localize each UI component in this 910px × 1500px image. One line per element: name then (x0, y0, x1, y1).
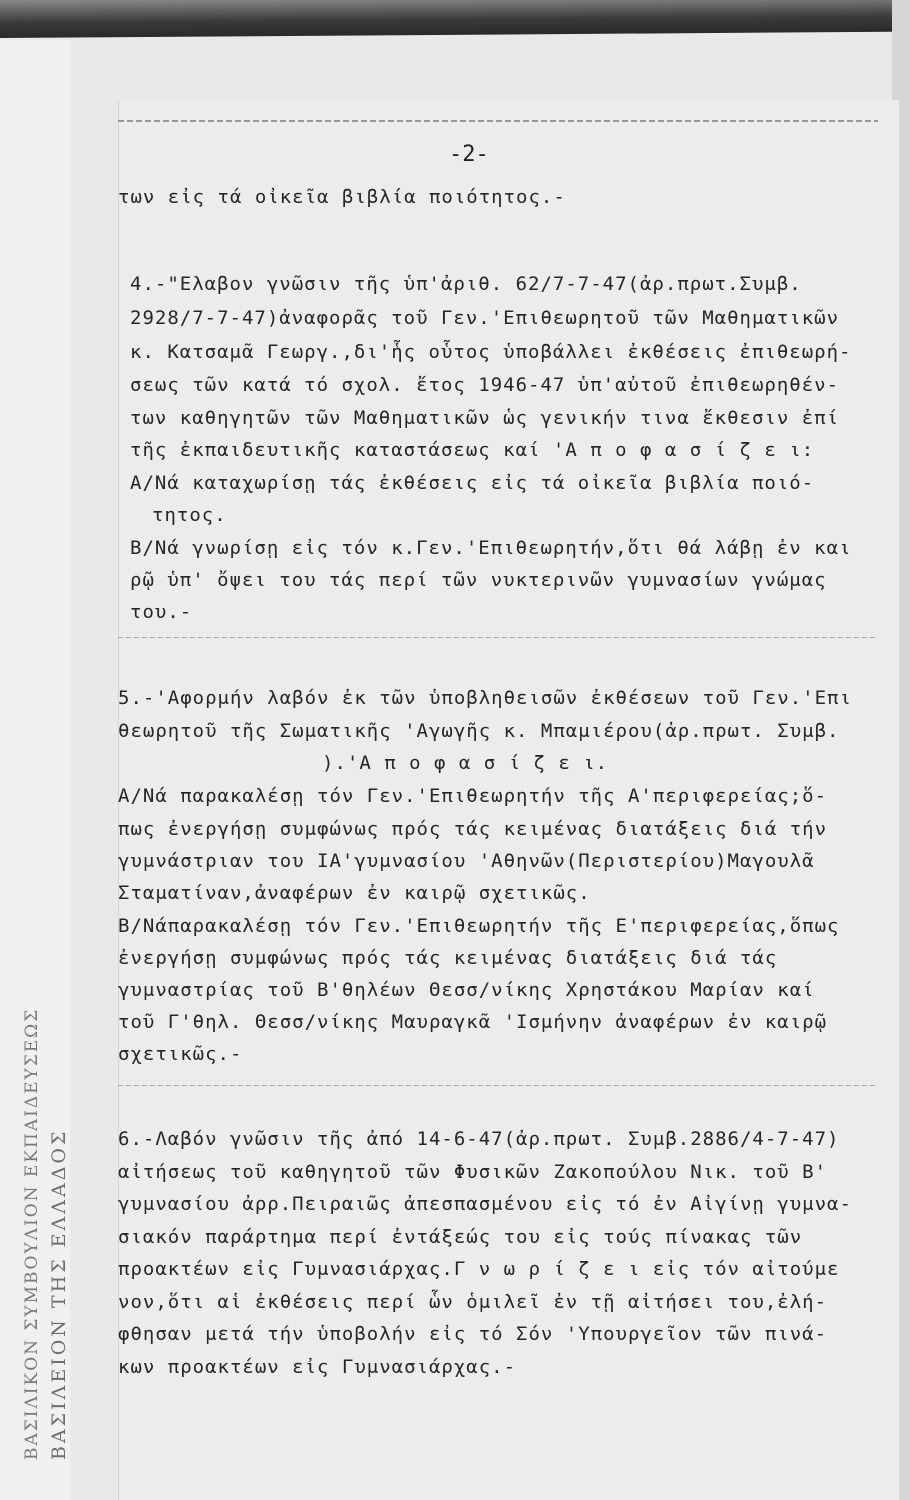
body-line: κ. Κατσαμᾶ Γεωργ.,δι'ἧς οὗτος ὑποβάλλει ἐκθέσεις ἐπιθεωρή- (130, 341, 852, 363)
body-line: 6.-Λαβόν γνῶσιν τῆς ἀπό 14-6-47(ἀρ.πρωτ. Συμβ.2886/4-7-47) (118, 1128, 840, 1150)
body-line: Σταματίναν,ἀναφέρων ἐν καιρῷ σχετικῶς. (118, 882, 591, 904)
body-line: γυμναστρίας τοῦ Β'θηλέων Θεσσ/νίκης Χρηστάκου Μαρίαν καί (118, 979, 815, 1001)
body-line: 5.-'Αφορμήν λαβόν ἐκ τῶν ὑποβληθεισῶν ἐκθέσεων τοῦ Γεν.'Επι (118, 687, 852, 709)
body-line: σιακόν παράρτημα περί ἐντάξεώς του εἰς τούς πίνακας τῶν (118, 1226, 803, 1248)
section-divider (118, 637, 878, 638)
scan-top-edge (0, 0, 892, 38)
side-margin-text-2: ΒΑΣΙΛΕΙΟΝ ΤΗΣ ΕΛΛΑΔΟΣ (48, 1128, 70, 1460)
side-margin-text: ΒΑΣΙΛΙΚΟΝ ΣΥΜΒΟΥΛΙΟΝ ΕΚΠΑΙΔΕΥΣΕΩΣ (22, 1007, 42, 1460)
body-line: γυμνάστριαν του ΙΑ'γυμνασίου 'Αθηνῶν(Περιστερίου)Μαγουλᾶ (118, 850, 815, 872)
body-line: νον,ὅτι αἱ ἐκθέσεις περί ὧν ὁμιλεῖ ἐν τῇ αἰτήσει του,ἐλή- (118, 1291, 828, 1313)
body-line: Α/Νά καταχωρίσῃ τάς ἐκθέσεις εἰς τά οἰκεῖα βιβλία ποιό- (130, 472, 815, 494)
body-line: τητος. (152, 504, 227, 526)
body-line: προακτέων εἰς Γυμνασιάρχας.Γ ν ω ρ ί ζ ε ι εἰς τόν αἰτούμε (118, 1258, 840, 1280)
body-line: Α/Νά παρακαλέσῃ τόν Γεν.'Επιθεωρητήν τῆς Α'περιφερείας;ὅ- (118, 785, 828, 807)
section-divider (118, 1085, 878, 1086)
body-line: ρῷ ὑπ' ὄψει του τάς περί τῶν νυκτερινῶν γυμνασίων γνώμας (130, 569, 827, 591)
body-line: Β/Νά γνωρίσῃ εἰς τόν κ.Γεν.'Επιθεωρητήν,ὅτι θά λάβῃ ἐν και (130, 537, 852, 559)
body-line: ἐνεργήσῃ συμφώνως πρός τάς κειμένας διατάξεις διά τάς (118, 947, 778, 969)
body-line: κων προακτέων εἰς Γυμνασιάρχας.- (118, 1356, 517, 1378)
body-line: τοῦ Γ'θηλ. Θεσσ/νίκης Μαυραγκᾶ 'Ισμήνην ἀναφέρων ἐν καιρῷ (118, 1011, 828, 1033)
top-rule (118, 120, 878, 122)
page-number: -2- (449, 142, 489, 167)
body-line: 2928/7-7-47)ἀναφορᾶς τοῦ Γεν.'Επιθεωρητοῦ τῶν Μαθηματικῶν (130, 307, 840, 329)
body-line: θεωρητοῦ τῆς Σωματικῆς 'Αγωγῆς κ. Μπαμιέρου(ἀρ.πρωτ. Συμβ. (118, 720, 840, 742)
body-line: γυμνασίου ἀρρ.Πειραιῶς ἀπεσπασμένου εἰς τό ἐν Αἰγίνῃ γυμνα- (118, 1193, 852, 1215)
body-line: του.- (130, 601, 193, 623)
body-line: ).'Α π ο φ α σ ί ζ ε ι. (322, 752, 609, 774)
body-line: πως ἐνεργήσῃ συμφώνως πρός τάς κειμένας διατάξεις διά τήν (118, 818, 828, 840)
body-line: σχετικῶς.- (118, 1043, 243, 1065)
body-line: σεως τῶν κατά τό σχολ. ἔτος 1946-47 ὑπ'αὐτοῦ ἐπιθεωρηθέν- (130, 374, 840, 396)
body-line: αἰτήσεως τοῦ καθηγητοῦ τῶν Φυσικῶν Ζακοπούλου Νικ. τοῦ Β' (118, 1161, 828, 1183)
body-line: φθησαν μετά τήν ὑποβολήν εἰς τό Σόν 'Υπουργεῖον τῶν πινά- (118, 1323, 828, 1345)
body-line: Β/Νάπαρακαλέσῃ τόν Γεν.'Επιθεωρητήν τῆς Ε'περιφερείας,ὅπως (118, 915, 840, 937)
body-line: των εἰς τά οἰκεῖα βιβλία ποιότητος.- (118, 186, 566, 208)
body-line: 4.-"Ελαβον γνῶσιν τῆς ὑπ'ἀριθ. 62/7-7-47(ἀρ.πρωτ.Συμβ. (130, 273, 802, 295)
body-line: των καθηγητῶν τῶν Μαθηματικῶν ὡς γενικήν τινα ἔκθεσιν ἐπί (130, 407, 840, 429)
body-line: τῆς ἐκπαιδευτικῆς καταστάσεως καί 'Α π ο φ α σ ί ζ ε ι: (130, 439, 815, 461)
